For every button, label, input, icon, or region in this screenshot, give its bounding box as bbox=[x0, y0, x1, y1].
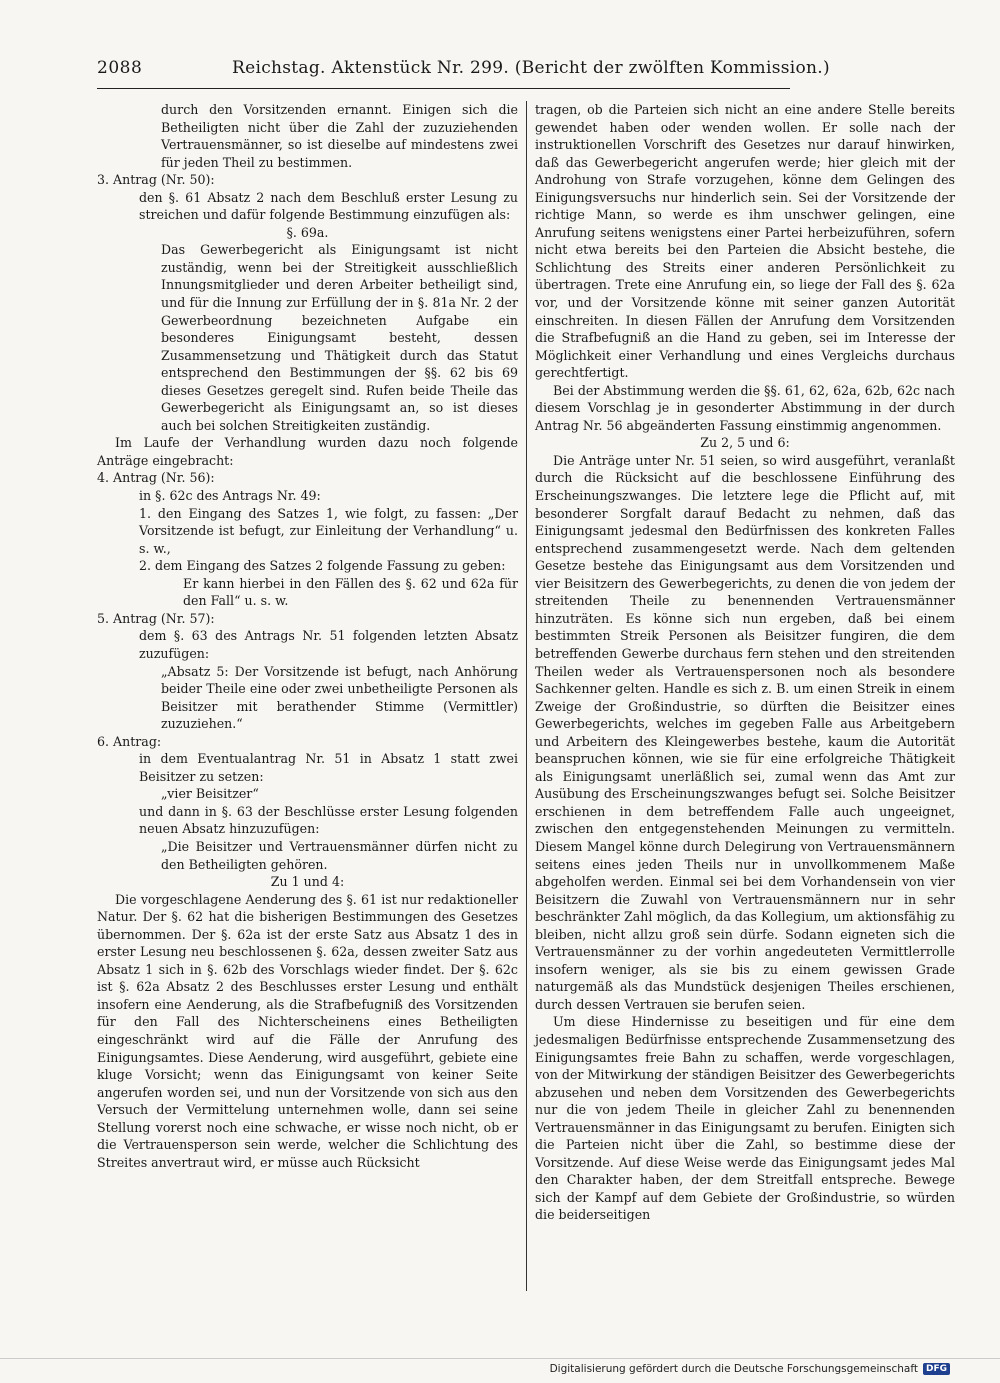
left-column bbox=[97, 101, 518, 1171]
paragraph: und dann in §. 63 der Beschlüsse erster Lesung folgenden neuen Absatz hinzuzufügen: bbox=[139, 803, 518, 837]
paragraph: Er kann hierbei in den Fällen des §. 62 und 62a für den Fall“ u. s. w. bbox=[183, 575, 518, 609]
paragraph: dem §. 63 des Antrags Nr. 51 folgenden letzten Absatz zuzufügen: bbox=[139, 628, 518, 661]
paragraph: „Absatz 5: Der Vorsitzende ist befugt, nach Anhörung beider Theile eine oder zwei unbetheiligte Personen als Beisitzer mit berathender Stimme (Vermittler) zuzuziehen.“ bbox=[161, 663, 518, 732]
paragraph: durch den Vorsitzenden ernannt. Einigen sich die Betheiligten nicht über die Zahl der zuzuziehenden Vertrauensmänner, so ist dieselbe auf mindestens zwei für jeden Theil zu bestimmen. bbox=[161, 102, 518, 170]
dfg-logo-icon: DFG bbox=[923, 1363, 950, 1375]
paragraph: 1. den Eingang des Satzes 1, wie folgt, zu fassen: „Der Vorsitzende ist befugt, zur Einleitung der Verhandlung“ u. s. w., bbox=[139, 505, 518, 556]
paragraph: „vier Beisitzer“ bbox=[161, 786, 259, 802]
page-number: 2088 bbox=[97, 58, 143, 78]
paragraph: Das Gewerbegericht als Einigungsamt ist nicht zuständig, wenn bei der Streitigkeit ausschließlich Innungsmitglieder und deren Arbeiter betheiligt sind, und für die Innung zur Erfüllung der in §. 81a Nr. 2 der Gewerbeordnung bezeichneten Aufgabe ein besonderes Einigungsamt besteht, dessen Zusammensetzung und Thätigkeit durch das Statut entsprechend den Bestimmungen der §§. 62 bis 69 dieses Gesetzes geregelt sind. Rufen beide Theile das Gewerbegericht als Einigungsamt an, so ist dieses auch bei solchen Streitigkeiten zuständig. bbox=[161, 242, 518, 433]
paragraph: Bei der Abstimmung werden die §§. 61, 62, 62a, 62b, 62c nach diesem Vorschlag je in gesonderter Abstimmung in der durch Antrag Nr. 56 abgeänderten Fassung einstimmig angenommen. bbox=[535, 382, 955, 433]
header-rule bbox=[97, 88, 790, 89]
paragraph: 6. Antrag: bbox=[97, 733, 162, 749]
paragraph: 3. Antrag (Nr. 50): bbox=[97, 172, 215, 188]
paragraph: 5. Antrag (Nr. 57): bbox=[97, 610, 215, 626]
paragraph: Zu 1 und 4: bbox=[270, 874, 345, 890]
right-column bbox=[535, 101, 955, 1224]
paragraph: tragen, ob die Parteien sich nicht an eine andere Stelle bereits gewendet haben oder wenden wollen. Er solle nach der instruktionellen Vorschrift des Gesetzes nur darauf hinwirken, daß das Gewerbegericht angerufen werde; hier gleich mit der Androhung von Strafe vorzugehen, könne dem Gelingen des Einigungsversuchs nur hinderlich sein. Sei der Vorsitzende der richtige Mann, so werde es ihm unschwer gelingen, eine Anrufung seitens wenigstens einer Partei herbeizuführen, sofern nicht etwa bereits bei den Parteien die Absicht bestehe, die Schlichtung des Streits einer anderen Persönlichkeit zu übertragen. Trete eine Anrufung ein, so liege der Fall des §. 62a vor, und der Vorsitzende könne mit seiner ganzen Autorität einschreiten. In diesen Fällen der Anrufung dem Vorsitzenden die Strafbefugniß an die Hand zu geben, sei im Interesse der Möglichkeit einer Verhandlung und eines Vergleichs durchaus gerechtfertigt. bbox=[535, 102, 955, 381]
running-head: Reichstag. Aktenstück Nr. 299. (Bericht der zwölften Kommission.) bbox=[232, 58, 830, 78]
paragraph: Die Anträge unter Nr. 51 seien, so wird ausgeführt, veranlaßt durch die Rücksicht auf die beschlossene Einführung des Erscheinungszwanges. Die letztere lege die Pflicht auf, mit besonderer Sorgfalt darauf Bedacht zu nehmen, daß das Einigungsamt jedesmal den Bedürfnissen des konkreten Falles entsprechend zusammengesetzt werde. Nach dem geltenden Gesetze bestehe das Einigungsamt aus dem Vorsitzenden und vier Beisitzern des Gewerbegerichts, zu denen die von jedem der streitenden Theile zu benennenden Vertrauensmänner hinzuträten. Es könne sich nun ergeben, daß bei einem bestimmten Streik Personen als Beisitzer fungiren, die dem betreffenden Gewerbe durchaus fern stehen und den streitenden Theilen weder als Vertrauenspersonen noch als besondere Sachkenner gelten. Handle es sich z. B. um einen Streik in einem Zweige der Großindustrie, so dürften die Beisitzer eines Gewerbegerichts, welches im gegeben Falle aus Arbeitgebern und Arbeitern des Kleingewerbes bestehe, kaum die Autorität beanspruchen können, wie sie für eine erfolgreiche Thätigkeit als Einigungsamt unerläßlich sei, zumal wenn das Amt zur Ausübung des Erscheinungszwanges befugt sei. Solche Beisitzer erschienen in dem betreffendem Falle auch ungeeignet, zwischen den entgegenstehenden Meinungen zu vermitteln. Diesem Mangel könne durch Delegirung von Vertrauensmännern seitens eines jeden Theils nur in unvollkommenem Maße abgeholfen werden. Einmal sei bei dem Vorhandensein von vier Beisitzern die Zuwahl von Vertrauensmännern nur in sehr beschränkter Zahl möglich, da das Kollegium, um aktionsfähig zu bleiben, nicht allzu groß sein dürfe. Sodann eigneten sich die Vertrauensmänner zu der vorhin angedeuteten Vermittlerrolle insofern weniger, als sie bis zu einem gewissen Grade naturgemäß als das Mundstück desjenigen Theiles erschienen, durch dessen Vertrauen sie berufen seien. bbox=[535, 452, 955, 1012]
footer-divider bbox=[0, 1358, 1000, 1359]
paragraph: in dem Eventualantrag Nr. 51 in Absatz 1 statt zwei Beisitzer zu setzen: bbox=[139, 751, 518, 784]
paragraph: 4. Antrag (Nr. 56): bbox=[97, 470, 215, 486]
paragraph: den §. 61 Absatz 2 nach dem Beschluß erster Lesung zu streichen und dafür folgende Bestimmung einzufügen als: bbox=[139, 189, 518, 223]
paragraph: in §. 62c des Antrags Nr. 49: bbox=[139, 488, 321, 504]
paragraph: 2. dem Eingang des Satzes 2 folgende Fassung zu geben: bbox=[139, 558, 506, 574]
paragraph: „Die Beisitzer und Vertrauensmänner dürfen nicht zu den Betheiligten gehören. bbox=[161, 838, 518, 872]
paragraph: §. 69a. bbox=[286, 224, 329, 240]
paragraph: Die vorgeschlagene Aenderung des §. 61 ist nur redaktioneller Natur. Der §. 62 hat die bisherigen Bestimmungen des Gesetzes übernommen. Der §. 62a ist der erste Satz aus Absatz 1 des in erster Lesung neu beschlossenen §. 62a, dessen zweiter Satz aus Absatz 1 sich in §. 62b des Vorschlags wieder findet. Der §. 62c ist §. 62a Absatz 2 des Beschlusses erster Lesung und enthält insofern eine Aenderung, als die Strafbefugniß des Vorsitzenden für den Fall des Nichterscheinens eines Betheiligten eingeschränkt wird auf die Fälle der Anrufung des Einigungsamtes. Diese Aenderung, wird ausgeführt, gebiete eine kluge Vorsicht; wenn das Einigungsamt von keiner Seite angerufen worden sei, und nun der Vorsitzende von sich aus den Versuch der Vermittelung unternehmen wolle, dann sei seine Stellung vorerst noch eine schwache, er wisse noch nicht, ob er die Vertrauensperson sein werde, welcher die Schlichtung des Streites anvertraut wird, er müsse auch Rücksicht bbox=[97, 891, 518, 1170]
paragraph: Im Laufe der Verhandlung wurden dazu noch folgende Anträge eingebracht: bbox=[97, 435, 518, 468]
footer-text: Digitalisierung gefördert durch die Deutsche Forschungsgemeinschaft bbox=[549, 1363, 918, 1375]
footer-credit bbox=[550, 1363, 950, 1375]
paragraph: Um diese Hindernisse zu beseitigen und für eine dem jedesmaligen Bedürfnisse entsprechende Zusammensetzung des Einigungsamtes freie Bahn zu schaffen, werde vorgeschlagen, von der Mitwirkung der ständigen Beisitzer des Gewerbegerichts abzusehen und neben dem Vorsitzenden des Gewerbegerichts nur die von jedem Theile in gleicher Zahl zu benennenden Vertrauensmänner in das Einigungsamt zu berufen. Einigten sich die Parteien nicht über die Zahl, so bestimme diese der Vorsitzende. Auf diese Weise werde das Einigungsamt jedes Mal den Charakter haben, der dem Streitfall entspreche. Bewege sich der Kampf auf dem Gebiete der Großindustrie, so würden die beiderseitigen bbox=[535, 1014, 955, 1223]
column-divider bbox=[526, 101, 527, 1291]
paragraph: Zu 2, 5 und 6: bbox=[700, 435, 790, 451]
